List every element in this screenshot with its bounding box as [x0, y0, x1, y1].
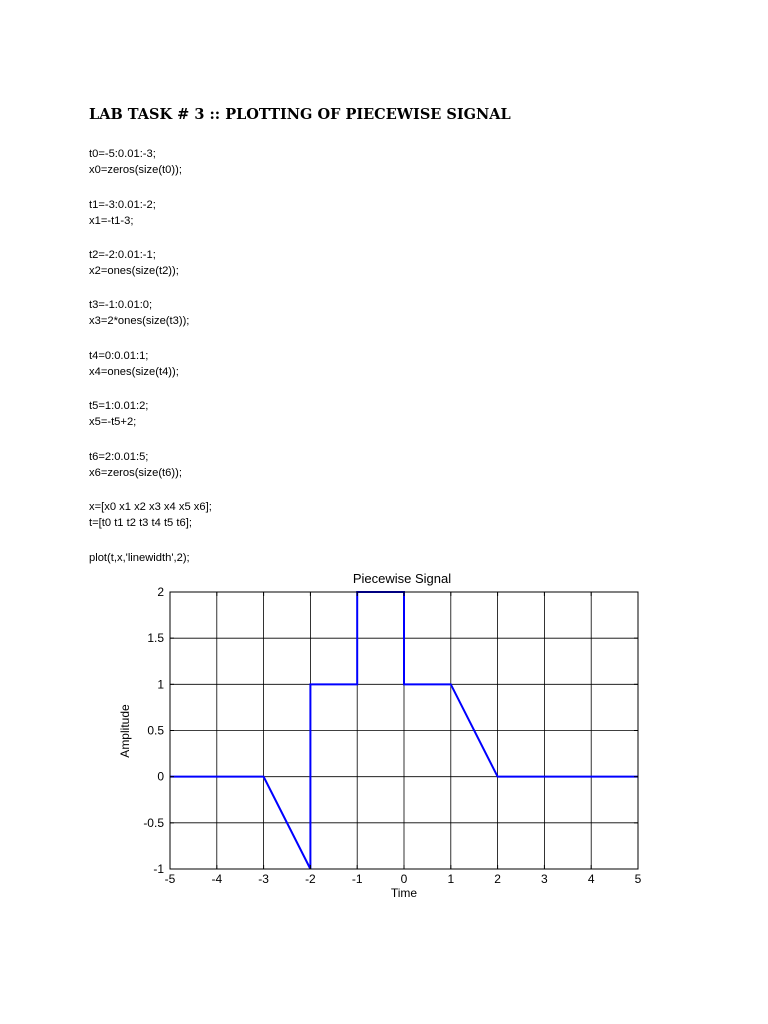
y-tick-label: -0.5	[143, 815, 164, 830]
y-axis-label: Amplitude	[118, 704, 132, 758]
code-line: t2=-2:0.01:-1;	[89, 249, 156, 261]
x-tick-label: -3	[258, 872, 269, 886]
x-tick-label: 2	[494, 872, 501, 886]
page-heading: LAB TASK # 3 :: PLOTTING OF PIECEWISE SIGNAL	[89, 106, 511, 123]
code-line: x=[x0 x1 x2 x3 x4 x5 x6];	[89, 501, 212, 513]
code-line: x0=zeros(size(t0));	[89, 164, 182, 176]
x-tick-label: -2	[305, 872, 316, 886]
x-tick-label: 4	[587, 872, 595, 886]
y-tick-label: 1.5	[147, 631, 164, 646]
y-tick-label: 2	[157, 585, 164, 599]
x-tick-label: -4	[211, 872, 223, 886]
code-line: x4=ones(size(t4));	[89, 366, 179, 378]
y-tick-label: 0	[157, 769, 164, 784]
x-tick-label: 5	[634, 872, 642, 886]
y-tick-label: -1	[153, 862, 164, 876]
x-tick-label: -1	[351, 872, 363, 886]
chart-title: Piecewise Signal	[352, 571, 452, 586]
y-tick-label: 1	[157, 677, 164, 692]
chart-ticks	[143, 585, 641, 886]
code-line: x1=-t1-3;	[89, 215, 134, 227]
x-tick-label: 0	[400, 872, 408, 886]
piecewise-signal-chart	[0, 560, 768, 910]
code-line: t3=-1:0.01:0;	[89, 299, 153, 311]
x-tick-label: -5	[164, 872, 176, 886]
code-line: x6=zeros(size(t6));	[89, 467, 182, 479]
code-line: x5=-t5+2;	[89, 416, 137, 428]
code-line: t5=1:0.01:2;	[89, 400, 149, 412]
code-line: x3=2*ones(size(t3));	[89, 315, 190, 327]
code-line: x2=ones(size(t2));	[89, 265, 179, 277]
code-line: t4=0:0.01:1;	[89, 350, 149, 362]
code-line: plot(t,x,'linewidth',2);	[89, 552, 190, 564]
code-line: t6=2:0.01:5;	[89, 451, 149, 463]
x-axis-label: Time	[390, 886, 418, 900]
code-line: t=[t0 t1 t2 t3 t4 t5 t6];	[89, 517, 192, 529]
y-tick-label: 0.5	[147, 723, 164, 738]
x-tick-label: 1	[447, 872, 455, 886]
code-line: t1=-3:0.01:-2;	[89, 199, 156, 211]
x-tick-label: 3	[541, 872, 548, 886]
code-line: t0=-5:0.01:-3;	[89, 148, 156, 160]
